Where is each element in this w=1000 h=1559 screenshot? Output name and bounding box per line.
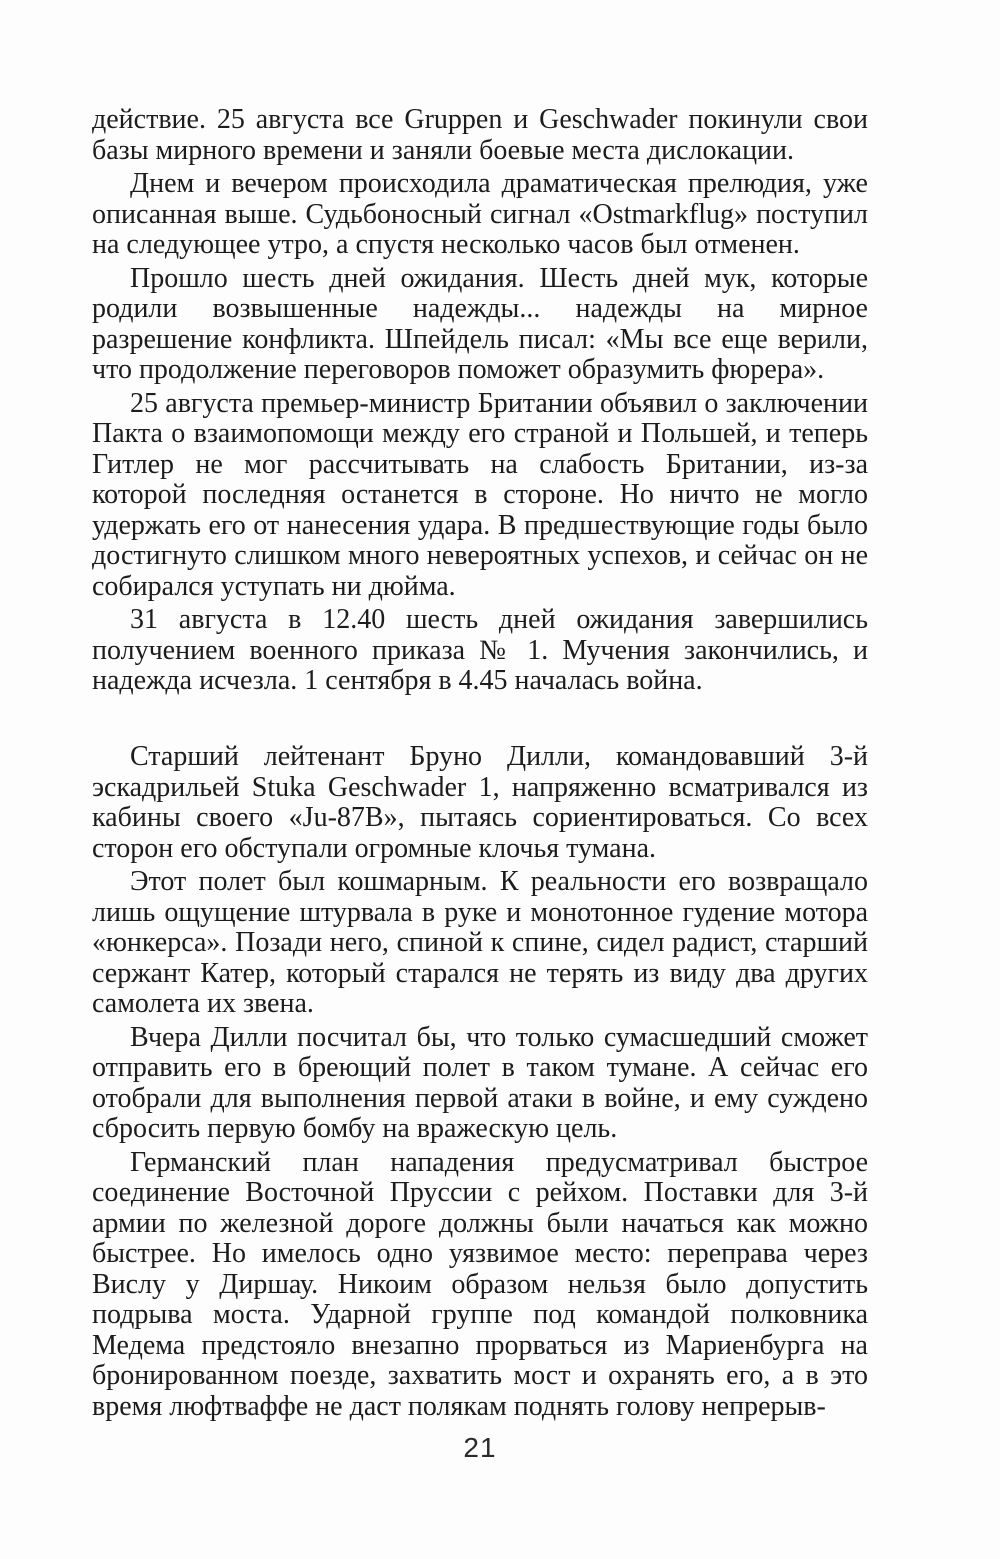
paragraph: Этот полет был кошмарным. К реальности его возвращало лишь ощущение штурвала в руке и монотонное гудение мотора «юнкерса». Позади него, спиной к спине, сидел радист, старший сержант Катер, который старался не терять из виду два других самолета их звена. — [92, 866, 868, 1019]
paragraph: Старший лейтенант Бруно Дилли, командовавший 3-й эскадрильей Stuka Geschwader 1, напряженно всматривался из кабины своего «Ju-87B», пытаясь сориентироваться. Со всех сторон его обступали огромные клочья тумана. — [92, 741, 868, 864]
paragraph: 25 августа премьер-министр Британии объявил о заключении Пакта о взаимопомощи между его страной и Польшей, и теперь Гитлер не мог рассчитывать на слабость Британии, из-за которой последняя останется в стороне. Но ничто не могло удержать его от нанесения удара. В предшествующие годы было достигнуто слишком много невероятных успехов, и сейчас он не собирался уступать ни дюйма. — [92, 387, 868, 602]
text-section-1 — [92, 105, 868, 700]
paragraph: Вчера Дилли посчитал бы, что только сумасшедший сможет отправить его в бреющий полет в таком тумане. А сейчас его отобрали для выполнения первой атаки в войне, и ему суждено сбросить первую бомбу на вражескую цель. — [92, 1021, 868, 1144]
paragraph: Прошло шесть дней ожидания. Шесть дней мук, которые родили возвышенные надежды... надежды на мирное разрешение конфликта. Шпейдель писал: «Мы все еще верили, что продолжение переговоров поможет образумить фюрера». — [92, 262, 868, 385]
paragraph: Днем и вечером происходила драматическая прелюдия, уже описанная выше. Судьбоносный сигнал «Ostmarkflug» поступил на следующее утро, а спустя несколько часов был отменен. — [92, 168, 868, 260]
paragraph: Германский план нападения предусматривал быстрое соединение Восточной Пруссии с рейхом. Поставки для 3-й армии по железной дороге должны были начаться как можно быстрее. Но имелось одно уязвимое место: переправа через Вислу у Диршау. Никоим образом нельзя было допустить подрыва моста. Ударной группе под командой полковника Медема предстояло внезапно прорваться из Мариенбурга на бронированном поезде, захватить мост и охранять его, а в это время люфтваффе не даст полякам поднять голову непрерыв- — [92, 1146, 868, 1422]
paragraph: 31 августа в 12.40 шесть дней ожидания завершились получением военного приказа № 1. Мучения закончились, и надежда исчезла. 1 сентября в 4.45 началась война. — [92, 604, 868, 696]
paragraph: действие. 25 августа все Gruppen и Geschwader покинули свои базы мирного времени и заняли боевые места дислокации. — [92, 104, 868, 166]
page-number: 21 — [463, 1432, 497, 1463]
text-section-2 — [92, 742, 868, 1425]
